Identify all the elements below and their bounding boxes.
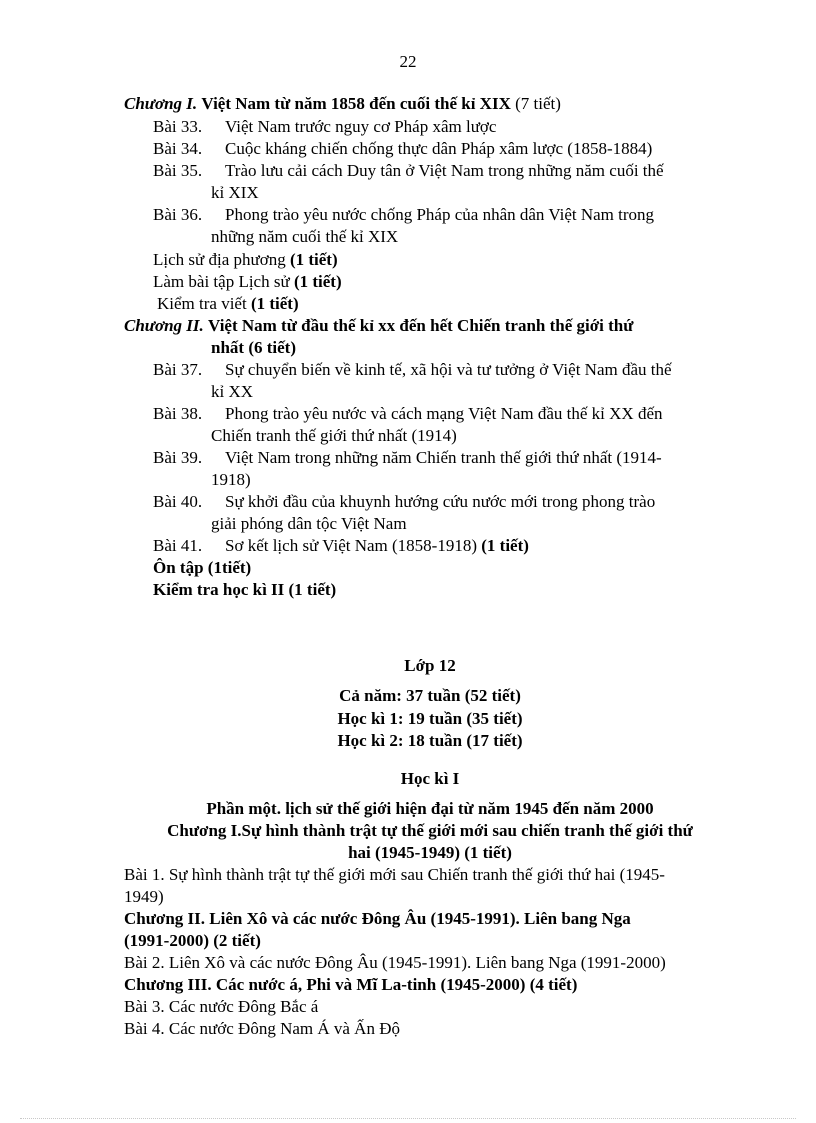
g12-chapter-1-cont: hai (1945-1949) (1 tiết) bbox=[348, 843, 512, 862]
grade-12-sem2: Học kì 2: 18 tuần (17 tiết) bbox=[337, 731, 523, 750]
grade-12-title: Lớp 12 bbox=[404, 656, 456, 675]
lesson-40-cont: giải phóng dân tộc Việt Nam bbox=[211, 514, 407, 533]
semester-heading: Học kì I bbox=[400, 769, 460, 788]
lesson-number: Bài 40. bbox=[153, 492, 203, 511]
semester-2-exam: Kiểm tra học kì II (1 tiết) bbox=[153, 580, 337, 599]
g12-chapter-1: Chương I.Sự hình thành trật tự thế giới mới sau chiến tranh thế giới thứ bbox=[167, 821, 693, 840]
lesson-title: Việt Nam trong những năm Chiến tranh thế giới thứ nhất (1914- bbox=[225, 448, 662, 467]
lesson-36-cont: những năm cuối thế kỉ XIX bbox=[211, 227, 399, 246]
g12-lesson-1: Bài 1. Sự hình thành trật tự thế giới mới sau Chiến tranh thế giới thứ hai (1945- bbox=[124, 865, 665, 884]
lesson-38 bbox=[153, 403, 663, 425]
lesson-40 bbox=[153, 491, 655, 513]
lesson-title: Sự khởi đầu của khuynh hướng cứu nước mới trong phong trào bbox=[225, 492, 656, 511]
chapter-1-heading bbox=[124, 93, 561, 115]
lesson-35 bbox=[153, 160, 664, 182]
item-text: Lịch sử địa phương bbox=[153, 250, 286, 269]
g12-lesson-3: Bài 3. Các nước Đông Bắc á bbox=[124, 997, 319, 1016]
lesson-title: Sơ kết lịch sử Việt Nam (1858-1918) bbox=[225, 536, 478, 555]
lesson-number: Bài 38. bbox=[153, 404, 203, 423]
g12-chapter-2: Chương II. Liên Xô và các nước Đông Âu (1945-1991). Liên bang Nga bbox=[124, 909, 631, 928]
chapter-2-heading bbox=[124, 315, 633, 337]
chapter-1-title: Việt Nam từ năm 1858 đến cuối thế kỉ XIX bbox=[201, 94, 511, 113]
lesson-number: Bài 39. bbox=[153, 448, 203, 467]
chapter-2-title-cont: nhất (6 tiết) bbox=[211, 338, 296, 357]
item-hours: (1 tiết) bbox=[250, 294, 299, 313]
page-number: 22 bbox=[399, 52, 417, 71]
lesson-41 bbox=[153, 535, 529, 557]
g12-chapter-2-cont: (1991-2000) (2 tiết) bbox=[124, 931, 261, 950]
item-text: Làm bài tập Lịch sử bbox=[153, 272, 290, 291]
lesson-36 bbox=[153, 204, 654, 226]
lesson-number: Bài 41. bbox=[153, 536, 203, 555]
chapter-1-hours: (7 tiết) bbox=[515, 94, 561, 113]
lesson-title: Sự chuyển biến về kinh tế, xã hội và tư tưởng ở Việt Nam đầu thế bbox=[225, 360, 672, 379]
lesson-37 bbox=[153, 359, 672, 381]
lesson-title: Phong trào yêu nước chống Pháp của nhân dân Việt Nam trong bbox=[225, 205, 655, 224]
lesson-34 bbox=[153, 138, 652, 160]
lesson-33 bbox=[153, 116, 496, 138]
written-test bbox=[157, 293, 299, 315]
lesson-title: Phong trào yêu nước và cách mạng Việt Nam đầu thế kỉ XX đến bbox=[225, 404, 663, 423]
lesson-hours: (1 tiết) bbox=[481, 536, 529, 555]
chapter-1-label: Chương I. bbox=[124, 94, 198, 113]
item-hours: (1 tiết) bbox=[293, 272, 342, 291]
lesson-38-cont: Chiến tranh thế giới thứ nhất (1914) bbox=[211, 426, 457, 445]
item-text: Kiểm tra viết bbox=[157, 294, 247, 313]
lesson-title: Việt Nam trước nguy cơ Pháp xâm lược bbox=[225, 117, 497, 136]
review: Ôn tập (1tiết) bbox=[153, 558, 252, 577]
item-hours: (1 tiết) bbox=[289, 250, 338, 269]
lesson-37-cont: kỉ XX bbox=[211, 382, 254, 401]
lesson-title: Trào lưu cải cách Duy tân ở Việt Nam trong những năm cuối thế bbox=[225, 161, 664, 180]
g12-lesson-4: Bài 4. Các nước Đông Nam Á và Ấn Độ bbox=[124, 1019, 400, 1038]
page-bottom-divider bbox=[20, 1118, 796, 1119]
chapter-2-label: Chương II. bbox=[124, 316, 204, 335]
grade-12-sem1: Học kì 1: 19 tuần (35 tiết) bbox=[337, 709, 523, 728]
lesson-number: Bài 36. bbox=[153, 205, 203, 224]
lesson-number: Bài 33. bbox=[153, 117, 203, 136]
lesson-39-cont: 1918) bbox=[211, 470, 251, 489]
lesson-title: Cuộc kháng chiến chống thực dân Pháp xâm lược (1858-1884) bbox=[225, 139, 653, 158]
history-exercise bbox=[153, 271, 342, 293]
lesson-number: Bài 34. bbox=[153, 139, 203, 158]
local-history bbox=[153, 249, 338, 271]
lesson-number: Bài 35. bbox=[153, 161, 203, 180]
g12-chapter-3: Chương III. Các nước á, Phi và Mĩ La-tinh (1945-2000) (4 tiết) bbox=[124, 975, 578, 994]
chapter-2-title: Việt Nam từ đầu thế kỉ xx đến hết Chiến tranh thế giới thứ bbox=[208, 316, 634, 335]
lesson-39 bbox=[153, 447, 662, 469]
g12-lesson-2: Bài 2. Liên Xô và các nước Đông Âu (1945-1991). Liên bang Nga (1991-2000) bbox=[124, 953, 666, 972]
lesson-35-cont: kỉ XIX bbox=[211, 183, 259, 202]
part-heading: Phần một. lịch sử thế giới hiện đại từ năm 1945 đến năm 2000 bbox=[206, 799, 654, 818]
lesson-number: Bài 37. bbox=[153, 360, 203, 379]
g12-lesson-1-cont: 1949) bbox=[124, 887, 164, 906]
grade-12-year: Cả năm: 37 tuần (52 tiết) bbox=[339, 686, 521, 705]
